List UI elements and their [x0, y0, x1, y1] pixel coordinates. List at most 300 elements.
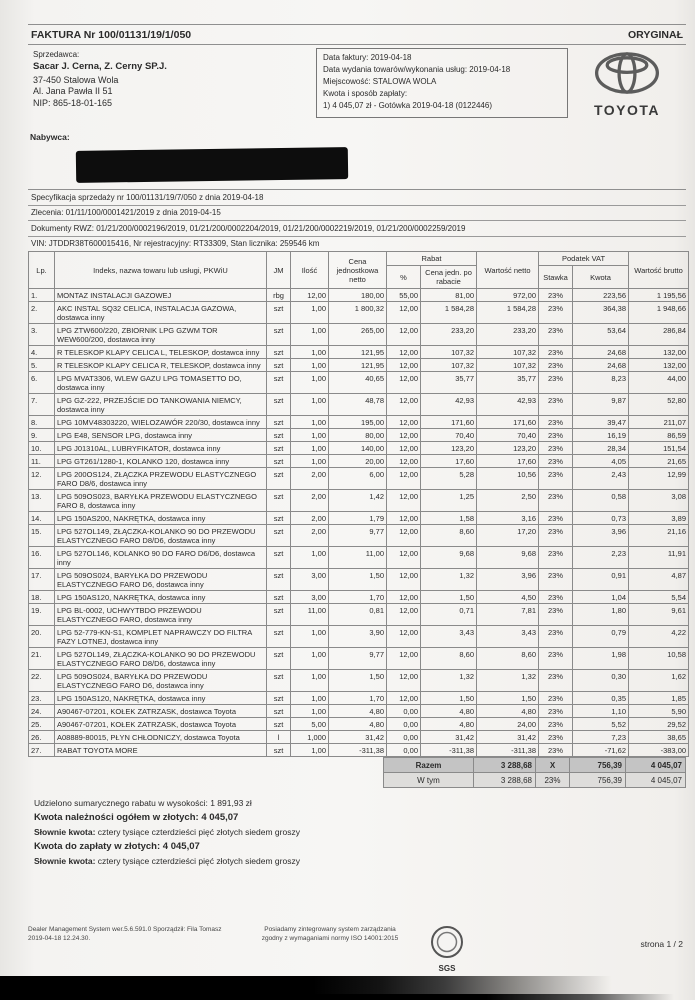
- item-cell: 1,00: [291, 302, 329, 324]
- item-cell: 1.: [29, 289, 55, 302]
- toyota-wordmark: TOYOTA: [593, 102, 661, 118]
- item-cell: 29,52: [629, 718, 689, 731]
- item-cell: szt: [267, 490, 291, 512]
- item-cell: 23%: [539, 569, 573, 591]
- item-cell: 1,00: [291, 705, 329, 718]
- item-cell: szt: [267, 416, 291, 429]
- item-cell: 1,00: [291, 442, 329, 455]
- item-cell: 23%: [539, 394, 573, 416]
- item-row: [29, 346, 689, 359]
- item-cell: 286,84: [629, 324, 689, 346]
- item-cell: 0,58: [573, 490, 629, 512]
- item-cell: 1,00: [291, 346, 329, 359]
- amount-to-pay-label: Kwota do zapłaty w złotych:: [34, 841, 161, 852]
- seller-name: Sacar J. Cerna, Z. Cerny SP.J.: [33, 61, 167, 73]
- item-cell: 24,00: [477, 718, 539, 731]
- item-cell: 31,42: [329, 731, 387, 744]
- item-cell: 1,00: [291, 648, 329, 670]
- item-cell: LPG J01310AL, LUBRYFIKATOR, dostawca inny: [55, 442, 267, 455]
- item-cell: 1,50: [421, 591, 477, 604]
- item-cell: 3.: [29, 324, 55, 346]
- buyer-block: [28, 120, 686, 189]
- item-cell: 1,79: [329, 512, 387, 525]
- item-row: [29, 324, 689, 346]
- seller-street: Al. Jana Pawła II 51: [33, 86, 113, 97]
- item-cell: LPG 150AS200, NAKRĘTKA, dostawca inny: [55, 512, 267, 525]
- item-cell: 12,00: [387, 324, 421, 346]
- item-cell: 27.: [29, 744, 55, 757]
- item-cell: 1 584,28: [477, 302, 539, 324]
- col-header-qty: Ilość: [291, 252, 329, 289]
- item-row: [29, 429, 689, 442]
- sgs-label: SGS: [438, 963, 456, 973]
- item-cell: 10,56: [477, 468, 539, 490]
- summary-row-wtym: [384, 773, 686, 788]
- item-cell: 13.: [29, 490, 55, 512]
- item-cell: 1,50: [329, 569, 387, 591]
- item-cell: 7,23: [573, 731, 629, 744]
- item-cell: R TELESKOP KLAPY CELICA L, TELESKOP, dostawca inny: [55, 346, 267, 359]
- item-row: [29, 455, 689, 468]
- item-cell: 1,70: [329, 591, 387, 604]
- seller-postal: 37-450 Stalowa Wola: [33, 74, 119, 85]
- item-cell: 55,00: [387, 289, 421, 302]
- item-cell: 195,00: [329, 416, 387, 429]
- item-cell: 40,65: [329, 372, 387, 394]
- item-cell: 12,00: [387, 372, 421, 394]
- col-header-unit-price: Cena jednostkowa netto: [329, 252, 387, 289]
- scan-edge-artifact-thin: [0, 994, 695, 1000]
- item-cell: 1,00: [291, 394, 329, 416]
- page-footer: [28, 925, 683, 974]
- item-cell: 12,00: [387, 512, 421, 525]
- item-cell: LPG 509OS023, BARYŁKA PRZEWODU ELASTYCZNEGO FARO 8, dostawca inny: [55, 490, 267, 512]
- item-cell: 4,80: [477, 705, 539, 718]
- item-row: [29, 442, 689, 455]
- item-cell: LPG 527OL149, ZŁĄCZKA-KOLANKO 90 DO PRZEWODU ELASTYCZNEGO FARO D8/D6, dostawca inny: [55, 648, 267, 670]
- summary-table: [383, 757, 686, 788]
- item-cell: 23%: [539, 525, 573, 547]
- item-cell: 3,90: [329, 626, 387, 648]
- col-header-vat-rate: Stawka: [539, 266, 573, 289]
- item-cell: 12,00: [387, 591, 421, 604]
- item-cell: szt: [267, 372, 291, 394]
- item-cell: 1,00: [291, 372, 329, 394]
- item-cell: 23%: [539, 670, 573, 692]
- copy-type-label: ORYGINAŁ: [627, 29, 683, 41]
- item-cell: 12,00: [387, 302, 421, 324]
- item-cell: 1,98: [573, 648, 629, 670]
- item-cell: 24,68: [573, 359, 629, 372]
- item-cell: 5,90: [629, 705, 689, 718]
- amount-due-line: [34, 812, 686, 823]
- item-cell: 265,00: [329, 324, 387, 346]
- item-cell: szt: [267, 442, 291, 455]
- item-cell: 8,60: [421, 525, 477, 547]
- item-cell: 1,00: [291, 744, 329, 757]
- item-cell: 107,32: [477, 346, 539, 359]
- item-cell: 12,00: [387, 626, 421, 648]
- totals-block: [28, 788, 686, 866]
- item-cell: LPG MVAT3306, WLEW GAZU LPG TOMASETTO DO, dostawca inny: [55, 372, 267, 394]
- item-row: [29, 547, 689, 569]
- item-cell: LPG GT261/1280-1, KOLANKO 120, dostawca inny: [55, 455, 267, 468]
- item-cell: 23%: [539, 591, 573, 604]
- item-row: [29, 718, 689, 731]
- item-cell: 132,00: [629, 346, 689, 359]
- item-cell: 9,77: [329, 648, 387, 670]
- item-cell: 132,00: [629, 359, 689, 372]
- sgs-stamp: [417, 925, 477, 974]
- item-cell: 2,00: [291, 525, 329, 547]
- items-body: [29, 289, 689, 757]
- item-cell: 1,70: [329, 692, 387, 705]
- item-cell: 23%: [539, 744, 573, 757]
- item-cell: 3,08: [629, 490, 689, 512]
- col-header-vat-amount: Kwota: [573, 266, 629, 289]
- item-cell: 1,00: [291, 324, 329, 346]
- item-cell: 12,00: [387, 490, 421, 512]
- item-cell: 8.: [29, 416, 55, 429]
- item-cell: -311,38: [329, 744, 387, 757]
- item-cell: 121,95: [329, 346, 387, 359]
- item-row: [29, 359, 689, 372]
- item-cell: LPG ZTW600/220, ZBIORNIK LPG GZWM TOR WEW600/200, dostawca inny: [55, 324, 267, 346]
- seller-label: Sprzedawca:: [33, 50, 80, 59]
- col-header-rabat-pct: %: [387, 266, 421, 289]
- item-cell: 4,87: [629, 569, 689, 591]
- item-cell: 0,00: [387, 744, 421, 757]
- item-cell: 12,00: [387, 416, 421, 429]
- item-cell: 15.: [29, 525, 55, 547]
- item-cell: 1,85: [629, 692, 689, 705]
- item-cell: 0,91: [573, 569, 629, 591]
- item-cell: 151,54: [629, 442, 689, 455]
- item-cell: 3,43: [421, 626, 477, 648]
- item-row: [29, 604, 689, 626]
- item-cell: 2.: [29, 302, 55, 324]
- item-cell: 233,20: [477, 324, 539, 346]
- discount-summary-line: Udzielono sumarycznego rabatu w wysokości: 1 891,93 zł: [34, 798, 252, 808]
- item-row: [29, 731, 689, 744]
- item-cell: -311,38: [477, 744, 539, 757]
- item-cell: 23%: [539, 648, 573, 670]
- item-cell: 5,28: [421, 468, 477, 490]
- item-cell: 25.: [29, 718, 55, 731]
- seller-nip: NIP: 865-18-01-165: [33, 98, 113, 109]
- item-cell: 1,50: [477, 692, 539, 705]
- item-cell: szt: [267, 591, 291, 604]
- item-cell: 1 584,28: [421, 302, 477, 324]
- item-cell: szt: [267, 648, 291, 670]
- item-cell: 3,00: [291, 569, 329, 591]
- item-row: [29, 468, 689, 490]
- item-cell: 19.: [29, 604, 55, 626]
- item-cell: LPG 527OL146, KOLANKO 90 DO FARO D6/D6, dostawca inny: [55, 547, 267, 569]
- item-row: [29, 302, 689, 324]
- item-cell: 20,00: [329, 455, 387, 468]
- item-row: [29, 670, 689, 692]
- item-cell: 4,80: [421, 705, 477, 718]
- item-cell: szt: [267, 626, 291, 648]
- item-cell: 5.: [29, 359, 55, 372]
- item-cell: 121,95: [329, 359, 387, 372]
- sgs-circle-icon: [430, 925, 464, 959]
- item-cell: 1,32: [477, 670, 539, 692]
- item-row: [29, 692, 689, 705]
- item-cell: 12,00: [387, 359, 421, 372]
- item-cell: RABAT TOYOTA MORE: [55, 744, 267, 757]
- item-cell: 11,00: [329, 547, 387, 569]
- item-cell: 23%: [539, 416, 573, 429]
- item-cell: 6.: [29, 372, 55, 394]
- item-cell: 233,20: [421, 324, 477, 346]
- amount-due-value: 4 045,07: [201, 812, 239, 823]
- item-cell: 2,00: [291, 490, 329, 512]
- item-cell: 23%: [539, 442, 573, 455]
- item-cell: 26.: [29, 731, 55, 744]
- wtym-label: W tym: [384, 773, 474, 788]
- item-cell: l: [267, 731, 291, 744]
- item-cell: 35,77: [477, 372, 539, 394]
- razem-netto: 3 288,68: [474, 758, 536, 773]
- words2-label: Słownie kwota:: [34, 856, 96, 866]
- item-cell: 0,73: [573, 512, 629, 525]
- item-cell: 8,23: [573, 372, 629, 394]
- item-cell: LPG 10MV48303220, WIELOZAWÓR 220/30, dostawca inny: [55, 416, 267, 429]
- item-cell: 2,50: [477, 490, 539, 512]
- item-cell: 52,80: [629, 394, 689, 416]
- item-cell: 23%: [539, 324, 573, 346]
- invoice-info-box: [316, 48, 568, 118]
- item-cell: szt: [267, 547, 291, 569]
- vin-line: VIN: JTDDR38T600015416, Nr rejestracyjny: RT33309, Stan licznika: 259546 km: [31, 239, 320, 248]
- item-cell: 17.: [29, 569, 55, 591]
- item-cell: 0,00: [387, 705, 421, 718]
- item-cell: 12,00: [387, 569, 421, 591]
- words-value: cztery tysiące czterdzieści pięć złotych siedem groszy: [97, 827, 300, 837]
- item-cell: 9,68: [477, 547, 539, 569]
- item-cell: 17,60: [421, 455, 477, 468]
- amount-in-words-line-2: [34, 856, 686, 866]
- item-cell: 1,58: [421, 512, 477, 525]
- item-cell: 23%: [539, 468, 573, 490]
- item-cell: 4,80: [421, 718, 477, 731]
- item-cell: szt: [267, 302, 291, 324]
- item-cell: 31,42: [421, 731, 477, 744]
- item-cell: 2,00: [291, 468, 329, 490]
- item-cell: 4,50: [477, 591, 539, 604]
- item-cell: 86,59: [629, 429, 689, 442]
- item-cell: 81,00: [421, 289, 477, 302]
- item-cell: 12,00: [387, 604, 421, 626]
- item-cell: 107,32: [477, 359, 539, 372]
- item-cell: 3,96: [477, 569, 539, 591]
- item-cell: szt: [267, 394, 291, 416]
- item-cell: 12,00: [387, 547, 421, 569]
- item-cell: szt: [267, 455, 291, 468]
- item-cell: 70,40: [477, 429, 539, 442]
- item-cell: 23%: [539, 429, 573, 442]
- amount-to-pay-value: 4 045,07: [162, 841, 200, 852]
- item-cell: 8,60: [421, 648, 477, 670]
- item-cell: 42,93: [477, 394, 539, 416]
- item-cell: 21,16: [629, 525, 689, 547]
- item-cell: 11,91: [629, 547, 689, 569]
- item-cell: 14.: [29, 512, 55, 525]
- head-section: [28, 45, 686, 120]
- item-cell: 0,81: [329, 604, 387, 626]
- invoice-header: [28, 25, 686, 44]
- item-cell: szt: [267, 512, 291, 525]
- item-cell: 171,60: [477, 416, 539, 429]
- toyota-logo-block: [568, 48, 686, 118]
- item-cell: 21,65: [629, 455, 689, 468]
- words2-value: cztery tysiące czterdzieści pięć złotych siedem groszy: [97, 856, 300, 866]
- item-cell: 1,50: [421, 692, 477, 705]
- place-line: Miejscowość: STALOWA WOLA: [323, 77, 437, 86]
- item-cell: 223,56: [573, 289, 629, 302]
- delivery-date-line: Data wydania towarów/wykonania usług: 2019-04-18: [323, 65, 511, 74]
- item-cell: szt: [267, 744, 291, 757]
- item-cell: LPG 52-779-KN-S1, KOMPLET NAPRAWCZY DO FILTRA FAZY LOTNEJ, dostawca inny: [55, 626, 267, 648]
- item-cell: szt: [267, 346, 291, 359]
- item-row: [29, 416, 689, 429]
- item-cell: 23%: [539, 302, 573, 324]
- item-cell: 3,16: [477, 512, 539, 525]
- item-cell: 0,00: [387, 731, 421, 744]
- item-cell: 107,32: [421, 359, 477, 372]
- item-cell: 7.: [29, 394, 55, 416]
- orders-line: Zlecenia: 01/11/100/0001421/2019 z dnia 2019-04-15: [28, 206, 686, 222]
- item-cell: 17,60: [477, 455, 539, 468]
- item-cell: 23%: [539, 718, 573, 731]
- item-row: [29, 626, 689, 648]
- item-cell: szt: [267, 718, 291, 731]
- item-cell: 48,78: [329, 394, 387, 416]
- item-cell: 44,00: [629, 372, 689, 394]
- item-cell: 24,68: [573, 346, 629, 359]
- item-cell: R TELESKOP KLAPY CELICA R, TELESKOP, dostawca inny: [55, 359, 267, 372]
- item-cell: A90467-07201, KOŁEK ZATRZASK, dostawca Toyota: [55, 705, 267, 718]
- seller-block: [28, 48, 316, 118]
- item-cell: 4.: [29, 346, 55, 359]
- item-row: [29, 512, 689, 525]
- invoice-date-line: Data faktury: 2019-04-18: [323, 53, 412, 62]
- item-cell: 1,000: [291, 731, 329, 744]
- item-cell: 7,81: [477, 604, 539, 626]
- item-cell: 1,00: [291, 626, 329, 648]
- item-cell: 53,64: [573, 324, 629, 346]
- amount-in-words-line: [34, 827, 686, 837]
- item-cell: 23%: [539, 604, 573, 626]
- item-cell: 21.: [29, 648, 55, 670]
- footer-system-info: [28, 925, 243, 943]
- items-table: [28, 251, 689, 757]
- col-header-name: Indeks, nazwa towaru lub usługi, PKWiU: [55, 252, 267, 289]
- item-cell: 1,04: [573, 591, 629, 604]
- item-cell: 16,19: [573, 429, 629, 442]
- item-cell: 1,42: [329, 490, 387, 512]
- item-cell: 12,00: [387, 346, 421, 359]
- item-row: [29, 372, 689, 394]
- item-cell: szt: [267, 670, 291, 692]
- item-cell: LPG 527OL149, ZŁĄCZKA-KOLANKO 90 DO PRZEWODU ELASTYCZNEGO FARO D8/D6, dostawca inny: [55, 525, 267, 547]
- item-cell: 1,00: [291, 359, 329, 372]
- wtym-vat-rate: 23%: [536, 773, 570, 788]
- item-cell: 28,34: [573, 442, 629, 455]
- item-cell: rbg: [267, 289, 291, 302]
- toyota-logo-icon: [594, 51, 660, 95]
- item-cell: 4,05: [573, 455, 629, 468]
- item-cell: 23%: [539, 626, 573, 648]
- item-cell: szt: [267, 525, 291, 547]
- item-cell: 3,43: [477, 626, 539, 648]
- item-row: [29, 591, 689, 604]
- wtym-vat-amount: 756,39: [570, 773, 626, 788]
- item-cell: 31,42: [477, 731, 539, 744]
- item-cell: szt: [267, 705, 291, 718]
- item-cell: 0,79: [573, 626, 629, 648]
- item-cell: 11.: [29, 455, 55, 468]
- item-cell: 1,25: [421, 490, 477, 512]
- item-cell: 35,77: [421, 372, 477, 394]
- item-cell: 12,00: [387, 429, 421, 442]
- item-cell: 5,54: [629, 591, 689, 604]
- item-cell: 0,35: [573, 692, 629, 705]
- item-cell: 42,93: [421, 394, 477, 416]
- item-row: [29, 569, 689, 591]
- item-cell: 1,62: [629, 670, 689, 692]
- item-cell: 180,00: [329, 289, 387, 302]
- wtym-brutto: 4 045,07: [626, 773, 686, 788]
- item-cell: 171,60: [421, 416, 477, 429]
- item-cell: 38,65: [629, 731, 689, 744]
- words-label: Słownie kwota:: [34, 827, 96, 837]
- razem-label: Razem: [384, 758, 474, 773]
- item-cell: 22.: [29, 670, 55, 692]
- item-cell: 1,32: [421, 670, 477, 692]
- item-cell: 12,00: [387, 525, 421, 547]
- item-cell: 12,00: [387, 692, 421, 705]
- item-cell: -383,00: [629, 744, 689, 757]
- item-cell: 23%: [539, 547, 573, 569]
- payment-line: 1) 4 045,07 zł - Gotówka 2019-04-18 (0122446): [323, 101, 492, 110]
- item-cell: 1 195,56: [629, 289, 689, 302]
- item-cell: LPG E48, SENSOR LPG, dostawca inny: [55, 429, 267, 442]
- item-cell: 12,99: [629, 468, 689, 490]
- item-cell: 211,07: [629, 416, 689, 429]
- item-cell: 23%: [539, 512, 573, 525]
- item-cell: 4,22: [629, 626, 689, 648]
- item-cell: 12,00: [387, 648, 421, 670]
- item-cell: 3,96: [573, 525, 629, 547]
- item-row: [29, 289, 689, 302]
- item-cell: 23%: [539, 289, 573, 302]
- page-number: strona 1 / 2: [640, 938, 683, 949]
- item-cell: 1,00: [291, 670, 329, 692]
- item-cell: 10,58: [629, 648, 689, 670]
- item-cell: 1,00: [291, 455, 329, 468]
- item-row: [29, 705, 689, 718]
- item-cell: 9,77: [329, 525, 387, 547]
- item-cell: -311,38: [421, 744, 477, 757]
- item-cell: 20.: [29, 626, 55, 648]
- amount-to-pay-line: [34, 841, 686, 852]
- buyer-redaction: [76, 147, 348, 183]
- item-cell: 70,40: [421, 429, 477, 442]
- item-cell: 5,00: [291, 718, 329, 731]
